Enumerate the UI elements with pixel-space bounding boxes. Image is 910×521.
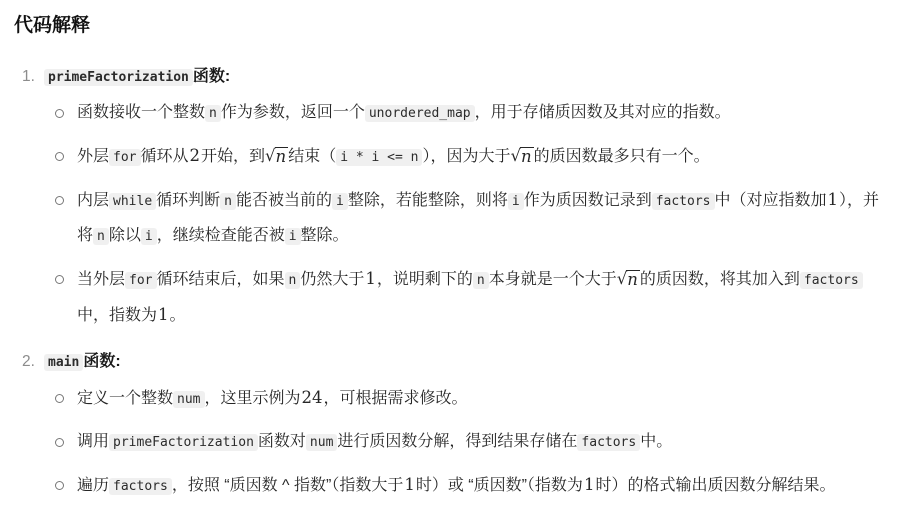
inline-code: primeFactorization (44, 69, 193, 86)
inline-code: n (93, 228, 109, 245)
bullet-item (44, 381, 888, 417)
bullet-circle-icon (55, 152, 64, 161)
inline-code: i (508, 193, 524, 210)
list-item-body (44, 347, 888, 512)
bullet-list (44, 381, 888, 504)
item-heading: main 函数: (44, 347, 888, 378)
inline-code: num (306, 434, 337, 451)
bullet-item (44, 425, 888, 460)
inline-code: for (125, 272, 156, 289)
radical-icon: √ (510, 145, 522, 165)
inline-code: while (109, 193, 156, 210)
inline-code: n (205, 105, 221, 122)
inline-code: factors (800, 272, 863, 289)
bullet-circle-icon (55, 196, 64, 205)
list-number: 2. (22, 352, 35, 370)
inline-code: i (332, 193, 348, 210)
ordered-list-item-1 (22, 62, 888, 341)
bullet-text: 调用 primeFactorization 函数对 num 进行质因数分解，得到结果存储在 factors 中。 (77, 432, 673, 450)
inline-code: i (141, 228, 157, 245)
list-item-body (44, 62, 888, 341)
bullet-circle-icon (55, 438, 64, 447)
inline-code: i (285, 228, 301, 245)
bullet-text: 函数接收一个整数 n 作为参数，返回一个 unordered_map ，用于存储质因数及其对应的指数。 (77, 103, 731, 121)
inline-code: n (285, 272, 301, 289)
inline-code: primeFactorization (109, 434, 258, 451)
bullet-item (44, 468, 888, 504)
bullet-item (44, 139, 888, 175)
list-number: 1. (22, 67, 35, 85)
inline-code: main (44, 354, 83, 371)
item-heading: primeFactorization 函数: (44, 62, 888, 93)
inline-code: i * i <= n (336, 149, 422, 166)
radicand: n (521, 146, 532, 166)
bullet-text: 外层 for 循环从2开始，到√n 结束（ i * i <= n ），因为大于√n 的质因数最多只有一个。 (77, 139, 888, 175)
math-number: 1 (365, 268, 376, 288)
ordered-list-item-2 (22, 347, 888, 512)
bullet-list (44, 96, 888, 333)
bullet-circle-icon (55, 275, 64, 284)
inline-code: n (473, 272, 489, 289)
explanation-list (14, 62, 888, 512)
radical-icon: √ (616, 268, 628, 288)
sqrt-expression (511, 146, 534, 165)
bullet-circle-icon (55, 109, 64, 118)
inline-code: for (109, 149, 140, 166)
radicand: n (275, 146, 287, 166)
bullet-text: 定义一个整数 num ，这里示例为24，可根据需求修改。 (77, 387, 468, 407)
math-number: 1 (583, 474, 595, 494)
sqrt-expression (617, 269, 640, 288)
inline-code: factors (577, 434, 640, 451)
page-title: 代码解释 (14, 15, 91, 36)
math-number: 1 (827, 189, 839, 209)
inline-code: num (173, 391, 204, 408)
math-number: 24 (301, 387, 323, 407)
bullet-text: 遍历 factors ，按照 “质因数 ^ 指数”（指数大于1时）或 “质因数”（指数为1时）的格式输出质因数分解结果。 (77, 474, 836, 494)
sqrt-expression (265, 146, 288, 165)
bullet-item (44, 183, 888, 254)
math-number: 1 (158, 304, 169, 324)
bullet-text: 内层 while 循环判断 n 能否被当前的 i 整除，若能整除，则将 i 作为质因数记录到 factors 中（对应指数加1），并将 n 除以 i ，继续检查能否被 i 整除。 (77, 189, 880, 244)
bullet-circle-icon (55, 394, 64, 403)
bullet-item (44, 96, 888, 131)
bullet-text: 当外层 for 循环结束后，如果 n 仍然大于1，说明剩下的 n 本身就是一个大于√n 的质因数，将其加入到 factors中，指数为1。 (77, 262, 888, 333)
radical-icon: √ (265, 145, 276, 165)
inline-code: n (220, 193, 236, 210)
inline-code: factors (652, 193, 715, 210)
math-number: 1 (404, 474, 415, 494)
inline-code: factors (109, 478, 172, 495)
bullet-item (44, 262, 888, 333)
math-number: 2 (189, 145, 201, 165)
inline-code: unordered_map (365, 105, 475, 122)
radicand: n (627, 269, 638, 289)
bullet-circle-icon (55, 481, 64, 490)
